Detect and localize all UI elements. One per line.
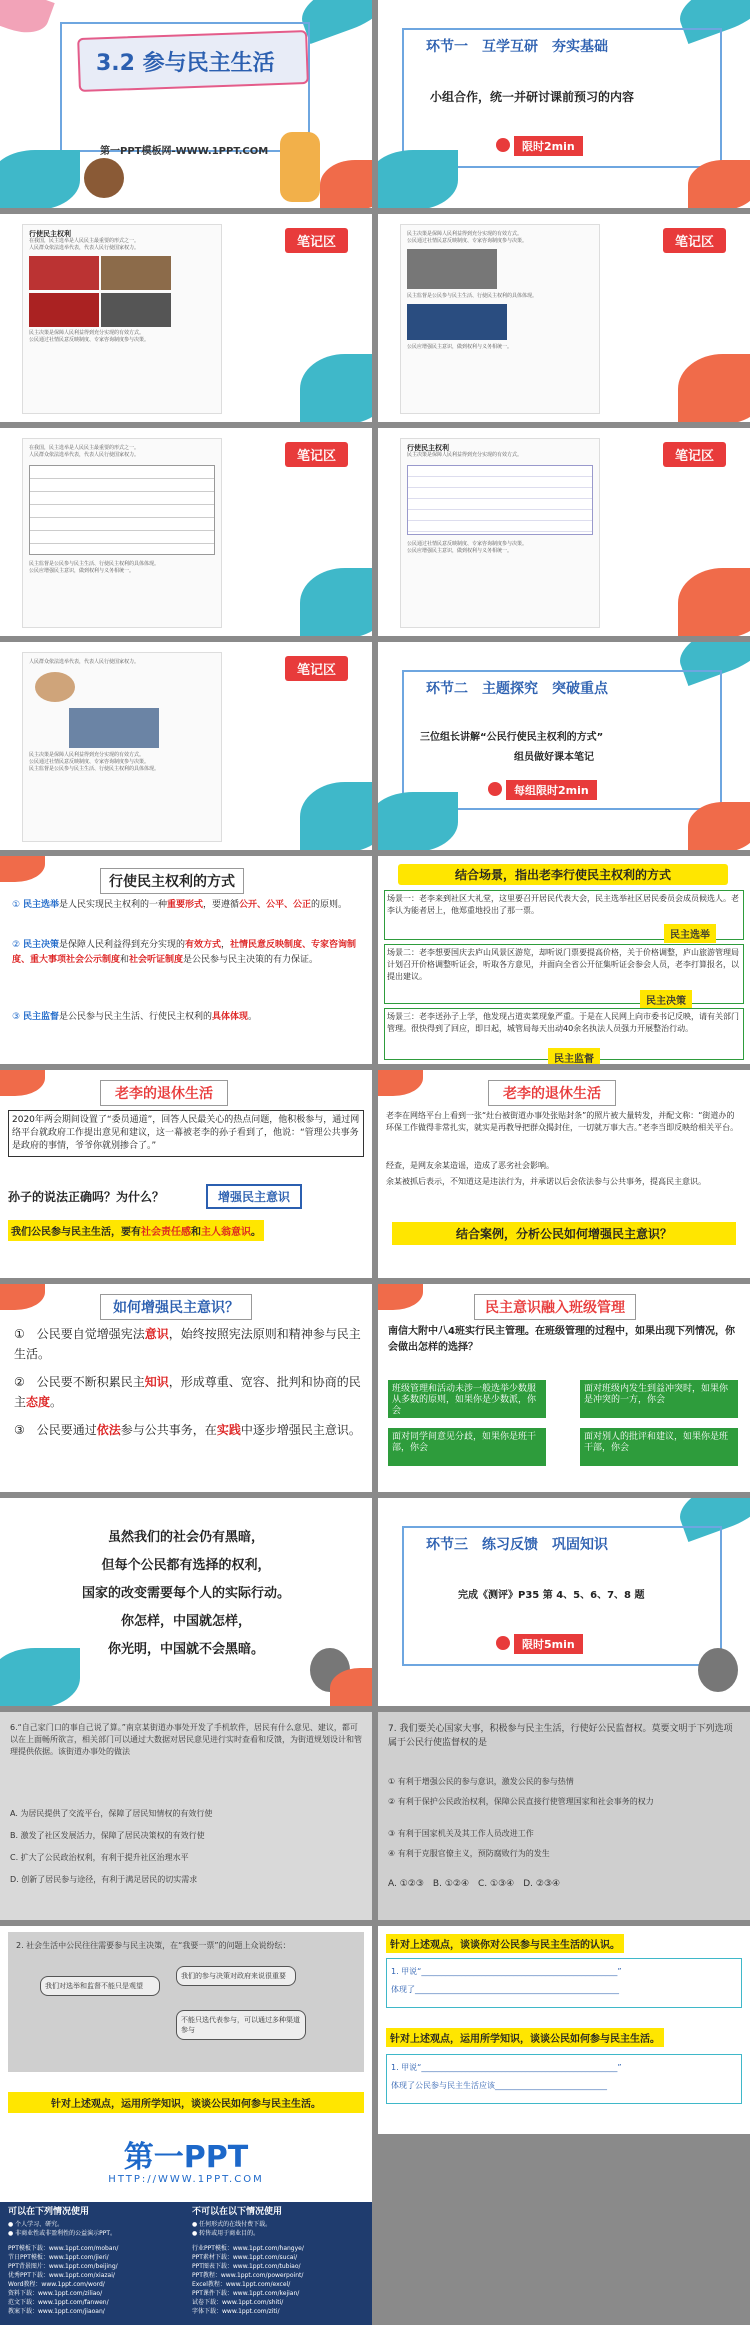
photo [29, 256, 99, 290]
statement-4: ④ 有利于克服官僚主义，预防腐败行为的发生 [388, 1849, 550, 1858]
text: 是公民参与民主决策的有力保证。 [183, 955, 319, 965]
slide-title: 如何增强民主意识？ [100, 1294, 252, 1320]
text: 公民要不断积累民主 [36, 1375, 145, 1389]
quote-line-5: 你光明，中国就不会黑暗。 [107, 1642, 264, 1657]
choice-box-1[interactable]: 班级管理和活动未涉一般选举少数服从多数的原则，如果你是少数派，你会 [388, 1380, 546, 1418]
task-title: 针对上述观点，谈谈你对公民参与民主生活的认识。 [386, 1934, 624, 1953]
slide-retirement-2[interactable] [378, 1070, 750, 1278]
answer-box: 增强民主意识 [206, 1184, 302, 1209]
leaf-decoration [300, 354, 372, 422]
point-2 [12, 938, 362, 968]
number-2: ② [14, 1375, 37, 1389]
number-3: ③ [14, 1423, 37, 1437]
slide-answer-sheet[interactable] [378, 1926, 750, 2134]
can-title: 可以在下列情况使用 [8, 2207, 90, 2217]
page-line: 在我国，民主选举是人民民主最重要的形式之一。 [29, 238, 140, 244]
link[interactable]: PPT素材下载：www.1ppt.com/sucai/ [192, 2254, 298, 2261]
textbook-page [400, 224, 600, 414]
logo: 第一PPT [123, 2140, 249, 2175]
slide-stage1[interactable] [378, 0, 750, 208]
slide-rights-methods[interactable] [0, 856, 372, 1064]
can-item: ● 非商业性或非盈利性的公益演示PPT。 [8, 2230, 117, 2237]
slide-title: 老李的退休生活 [488, 1080, 616, 1106]
key: 重要形式 [166, 900, 203, 910]
item-1 [14, 1324, 362, 1364]
quote-line-4: 你怎样，中国就怎样， [120, 1614, 251, 1629]
link[interactable]: 范文下载：www.1ppt.com/fanwen/ [8, 2299, 109, 2306]
text: 是公民参与民主生活、行使民主权利的 [58, 1012, 212, 1022]
quote-line-3: 国家的改变需要每个人的实际行动。 [81, 1586, 290, 1601]
case-text-2: 经查，是网友余某造谣，造成了恶劣社会影响。 [386, 1161, 554, 1170]
photo [407, 249, 497, 289]
slide-notes-5[interactable] [0, 642, 372, 850]
task-title: 针对上述观点，运用所学知识，谈谈公民如何参与民主生活。 [386, 2028, 664, 2047]
table-block [407, 465, 593, 535]
page-line: 公民应增强民主意识，做到权利与义务相统一。 [407, 344, 513, 350]
text: ，要遵循 [203, 900, 240, 910]
leaf-decoration [378, 1070, 423, 1096]
link[interactable]: 资料下载：www.1ppt.com/ziliao/ [8, 2290, 103, 2297]
key: 依法 [96, 1423, 121, 1437]
section-heading: 环节三 练习反馈 巩固知识 [426, 1537, 608, 1553]
photo [101, 293, 171, 327]
link-list-right [192, 2244, 304, 2316]
leaf-decoration [678, 354, 750, 422]
textbook-page [400, 438, 600, 628]
leaf-decoration [0, 1070, 45, 1096]
slide-notes-2[interactable] [378, 214, 750, 422]
item-3 [14, 1420, 362, 1440]
slide-title[interactable] [0, 0, 372, 208]
answer-line: 体现了___________________________________________________ [391, 1985, 619, 1994]
number-2: ② [12, 940, 21, 950]
answer-line: 1. 甲说“_________________________________________________” [391, 1967, 622, 1976]
key: 知识 [144, 1375, 169, 1389]
slide-stage3[interactable] [378, 1498, 750, 1706]
photo-panel [8, 1932, 364, 2072]
term: 民主选举 [22, 900, 59, 910]
section-heading: 环节二 主题探究 突破重点 [426, 681, 608, 697]
page-line: 民主监督是公民参与民主生活、行使民主权利的具体体现。 [29, 766, 160, 772]
slide-quote[interactable] [0, 1498, 372, 1706]
link[interactable]: 行业PPT模板：www.1ppt.com/hangye/ [192, 2245, 304, 2252]
link[interactable]: PPT课件下载：www.1ppt.com/kejian/ [192, 2290, 300, 2297]
text: ，始终按照宪法原则和精神参与民主生活。 [14, 1327, 361, 1361]
point-3 [12, 1010, 362, 1025]
quote-line-2: 但每个公民都有选择的权利， [101, 1558, 271, 1573]
page-line: 在我国，民主选举是人民民主最重要的形式之一。 [29, 445, 140, 451]
key: 有效方式 [184, 940, 221, 950]
key: 态度 [26, 1395, 51, 1409]
page-line: 民主决策是保障人民利益得到充分实现的有效方式。 [29, 330, 145, 336]
item-2 [14, 1372, 362, 1412]
giraffe-illustration [280, 132, 320, 202]
slide-class-management[interactable] [378, 1284, 750, 1492]
page-line: 人民群众依法选举代表，代表人民行使国家权力。 [29, 659, 140, 665]
cannot-item: ● 任何形式的在线付费下载。 [192, 2221, 272, 2228]
term: 民主监督 [22, 1012, 59, 1022]
prompt-banner: 针对上述观点，运用所学知识，谈谈公民如何参与民主生活。 [8, 2092, 364, 2113]
slide-notes-4[interactable] [378, 428, 750, 636]
text: 参与公共事务，在 [120, 1423, 217, 1437]
page-line: 公民通过社情民意反映制度、专家咨询制度参与决策。 [29, 759, 150, 765]
question-text: 6.“自己家门口的事自己说了算。”南京某街道办事处开发了手机软件，居民有什么意见、建议，都可以在上面畅所欲言，相关部门可以通过大数据对居民意见进行实时查看和反馈，为街道规划设计和管理提供依据。该街道办事处的做法 [10, 1723, 362, 1756]
timer-icon [496, 1636, 510, 1650]
text: 公民要通过 [36, 1423, 97, 1437]
photo [35, 672, 75, 702]
question: 孙子的说法正确吗？为什么？ [8, 1190, 165, 1204]
text: ， [221, 940, 231, 950]
option-b[interactable]: B. 激发了社区发展活力，保障了居民决策权的有效行使 [10, 1831, 205, 1840]
page-line: 人民群众依法选举代表，代表人民行使国家权力。 [29, 245, 140, 251]
leaf-decoration [0, 0, 55, 41]
page-line: 人民群众依法选举代表，代表人民行使国家权力。 [29, 452, 140, 458]
leaf-decoration [378, 150, 458, 208]
link[interactable]: 节日PPT模板：www.1ppt.com/jieri/ [8, 2254, 109, 2261]
note-area-label: 笔记区 [285, 228, 348, 253]
prompt-banner: 结合案例，分析公民如何增强民主意识？ [392, 1222, 736, 1245]
link[interactable]: PPT教程：www.1ppt.com/powerpoint/ [192, 2272, 304, 2279]
leaf-decoration [688, 802, 750, 850]
speech-bubble: 我们对选举和监督不能只是观望 [40, 1976, 160, 1996]
choice-box-3[interactable]: 面对同学间意见分歧，如果你是班干部，你会 [388, 1428, 546, 1466]
question: 南信大附中八4班实行民主管理。在班级管理的过程中，如果出现下列情况，你会做出怎样的选择？ [388, 1326, 735, 1353]
leaf-decoration [678, 568, 750, 636]
page-heading: 行使民主权利 [407, 444, 449, 452]
speech-bubble: 不能只选代表参与，可以通过多种渠道参与 [176, 2010, 306, 2040]
leaf-decoration [0, 150, 80, 208]
page-line: 公民应增强民主意识，做到权利与义务相统一。 [29, 568, 135, 574]
slide-title: 民主意识融入班级管理 [474, 1294, 636, 1320]
text: ，形成尊重、宽容、批判和协商的民主 [14, 1375, 361, 1409]
link[interactable]: PPT模板下载：www.1ppt.com/moban/ [8, 2245, 119, 2252]
timer-badge: 限时5min [514, 1634, 583, 1654]
slide-title: 行使民主权利的方式 [100, 868, 244, 894]
text: 和 [191, 1227, 201, 1238]
answer-field[interactable] [386, 1958, 742, 2008]
answer-tag: 民主选举 [664, 924, 716, 943]
site-caption: 第一PPT模板网-WWW.1PPT.COM [100, 146, 269, 157]
photo [407, 304, 507, 340]
speech-bubble: 我们的参与决策对政府来说很重要 [176, 1966, 296, 1986]
slide-scenarios[interactable] [378, 856, 750, 1064]
photo [101, 256, 171, 290]
textbook-page [22, 652, 222, 842]
photo [69, 708, 159, 748]
answer-field[interactable] [386, 2054, 742, 2104]
usage-panel [0, 2202, 372, 2325]
page-heading: 行使民主权利 [29, 230, 71, 238]
link[interactable]: 字体下载：www.1ppt.com/ziti/ [192, 2308, 280, 2315]
site-url[interactable]: HTTP://WWW.1PPT.COM [108, 2174, 264, 2185]
text: 中逐步增强民主意识。 [240, 1423, 361, 1437]
note-area-label: 笔记区 [285, 442, 348, 467]
scenario-text: 场景二：老李想要国庆去庐山风景区游览，却听说门票要提高价格，关于价格调整，庐山旅游管理局计划召开价格调整听证会，听取各方意见，并面向全省公开征集听证会参会人员，老李打算报名，以提出建议。 [387, 948, 739, 981]
key: 社会听证制度 [129, 955, 184, 965]
can-item: ● 个人学习、研究。 [8, 2221, 64, 2228]
case-text-3: 余某被抓后表示，不知道这是违法行为，并承诺以后会依法参与公共事务，提高民主意识。 [386, 1177, 706, 1186]
slide-opinions[interactable] [0, 1926, 372, 2134]
choice-box-2[interactable]: 面对班级内发生到益冲突时，如果你是冲突的一方，你会 [580, 1380, 738, 1418]
link[interactable]: 教案下载：www.1ppt.com/jiaoan/ [8, 2308, 105, 2315]
cannot-title: 不可以在以下情况使用 [192, 2207, 283, 2217]
question-text: 7. 我们要关心国家大事，积极参与民主生活，行使好公民监督权。莫要文明于下列选项属于公民行使监督权的是 [388, 1724, 733, 1748]
term: 民主决策 [22, 940, 59, 950]
slide-notes-1[interactable] [0, 214, 372, 422]
answer-line: 体现了公民参与民主生活应该____________________________ [391, 2081, 607, 2090]
key: 意识 [144, 1327, 169, 1341]
link[interactable]: PPT背景图片：www.1ppt.com/beijing/ [8, 2263, 118, 2270]
case-text: 老李在网络平台上看到一张“灶台被街道办事处张贴封条”的照片被大量转发，并配文称：“街道办的环保工作做得非常扎实，就实是再教导把群众揭封住，一切就万事大吉。”老李当即反映给相关平台。 [386, 1111, 739, 1132]
textbook-page [22, 224, 222, 414]
option-c[interactable]: C. 扩大了公民政治权利，有利于提升社区治理水平 [10, 1853, 189, 1862]
text: 公民要自觉增强宪法 [36, 1327, 145, 1341]
link-list-left [8, 2244, 118, 2316]
option-d[interactable]: D. 创新了居民参与途径，有利于满足居民的切实需求 [10, 1875, 198, 1884]
conclusion [8, 1220, 264, 1241]
leaf-decoration [300, 782, 372, 850]
leaf-decoration [378, 1284, 423, 1310]
option-a[interactable]: A. 为居民提供了交流平台，保障了居民知情权的有效行使 [10, 1809, 213, 1818]
leaf-decoration [0, 1648, 80, 1706]
slide-title: 结合场景，指出老李行使民主权利的方式 [398, 864, 728, 885]
raccoon-illustration [698, 1648, 738, 1692]
answer-options[interactable]: A. ①②③ B. ①②④ C. ①③④ D. ②③④ [388, 1879, 561, 1889]
timer-badge: 每组限时2min [506, 780, 597, 800]
key: 主人翁意识 [201, 1227, 251, 1238]
leaf-decoration [378, 792, 458, 850]
slide-strengthen[interactable] [0, 1284, 372, 1492]
number-1: ① [12, 900, 21, 910]
question-text: 2. 社会生活中公民往往需要参与民主决策，在“我要一票”的问题上众说纷纭： [16, 1941, 291, 1950]
text: 是保障人民利益得到充分实现的 [58, 940, 185, 950]
note-area-label: 笔记区 [663, 228, 726, 253]
quote-line-1: 虽然我们的社会仍有黑暗， [107, 1530, 264, 1545]
scenario-text: 场景三：老李送孙子上学，他发现占道卖菜现象严重。于是在人民网上向市委书记反映，请有关部门管理。很快得到了回应，即日起，城管局每天出动40余名执法人员强力开展整治行动。 [387, 1012, 739, 1033]
cannot-item: ● 转售或用于商业目的。 [192, 2230, 260, 2237]
leaf-decoration [0, 856, 45, 882]
page-line: 公民通过社情民意反映制度、专家咨询制度参与决策。 [29, 337, 150, 343]
slide-retirement-1[interactable] [0, 1070, 372, 1278]
page-line: 公民应增强民主意识，做到权利与义务相统一。 [407, 548, 513, 554]
leaf-decoration [320, 160, 372, 208]
key: 社会责任感 [141, 1227, 191, 1238]
text: 。 [50, 1395, 63, 1409]
slide-notes-3[interactable] [0, 428, 372, 636]
page-line: 民主决策是保障人民利益得到充分实现的有效方式。 [407, 452, 523, 458]
link[interactable]: Word教程：www.1ppt.com/word/ [8, 2281, 105, 2288]
slide-exercise-6[interactable] [0, 1712, 372, 1920]
photo [29, 293, 99, 327]
text: 。 [251, 1227, 261, 1238]
key: 具体体现 [211, 1012, 248, 1022]
key: 公开、公平、公正 [239, 900, 312, 910]
point-1 [12, 898, 362, 913]
leaf-decoration [688, 160, 750, 208]
case-text: 2020年两会期间设置了“委员通道”，回答人民最关心的热点问题，他积极参与，通过网络平台就政府工作提出意见和建议，这一幕被老李的孙子看到了，他说：“管理公共事务是政府的事情，爷爷你就别掺合了。” [8, 1110, 364, 1157]
page-line: 公民通过社情民意反映制度、专家咨询制度参与决策。 [407, 238, 528, 244]
number-3: ③ [12, 1012, 21, 1022]
section-subtitle: 三位组长讲解“公民行使民主权利的方式” [420, 732, 604, 743]
statement-1: ① 有利于增强公民的参与意识，激发公民的参与热情 [388, 1777, 574, 1786]
answer-line: 1. 甲说“_________________________________________________” [391, 2063, 622, 2072]
page-line: 民主监督是公民参与民主生活、行使民主权利的具体体现。 [407, 293, 538, 299]
text: 的原则。 [311, 900, 348, 910]
link[interactable]: 优秀PPT下载：www.1ppt.com/xiazai/ [8, 2272, 115, 2279]
slide-exercise-7[interactable] [378, 1712, 750, 1920]
page-line: 民主决策是保障人民利益得到充分实现的有效方式。 [29, 752, 145, 758]
key: 实践 [216, 1423, 241, 1437]
table-block [29, 465, 215, 555]
statement-3: ③ 有利于国家机关及其工作人员改进工作 [388, 1829, 534, 1838]
page-line: 民主监督是公民参与民主生活、行使民主权利的具体体现。 [29, 561, 160, 567]
key: 社情民意反映制度、专家咨询制度、重大事项社会公示制度 [12, 940, 357, 965]
text: 是人民实现民主权利的一种 [58, 900, 167, 910]
timer-badge: 限时2min [514, 136, 583, 156]
link[interactable]: 试卷下载：www.1ppt.com/shiti/ [192, 2299, 284, 2306]
link[interactable]: PPT图表下载：www.1ppt.com/tubiao/ [192, 2263, 301, 2270]
answer-tag: 民主监督 [548, 1048, 600, 1064]
section-subtitle: 小组合作，统一并研讨课前预习的内容 [430, 90, 635, 104]
section-subtitle: 完成《测评》P35 第 4、5、6、7、8 题 [458, 1590, 645, 1601]
leaf-decoration [0, 1284, 45, 1310]
slide-stage2[interactable] [378, 642, 750, 850]
choice-box-4[interactable]: 面对别人的批评和建议，如果你是班干部，你会 [580, 1428, 738, 1466]
section-subtitle-2: 组员做好课本笔记 [514, 752, 594, 763]
slide-copyright[interactable] [0, 2116, 372, 2325]
timer-icon [496, 138, 510, 152]
text: 。 [248, 1012, 258, 1022]
page-title: 3.2 参与民主生活 [96, 51, 275, 76]
number-1: ① [14, 1327, 37, 1341]
bear-illustration [84, 158, 124, 198]
statement-2: ② 有利于保护公民政治权利，保障公民直接行使管理国家和社会事务的权力 [388, 1797, 654, 1806]
page-line: 民主决策是保障人民利益得到充分实现的有效方式。 [407, 231, 523, 237]
note-area-label: 笔记区 [285, 656, 348, 681]
slide-title: 老李的退休生活 [100, 1080, 228, 1106]
section-heading: 环节一 互学互研 夯实基础 [426, 39, 608, 55]
link[interactable]: Excel教程：www.1ppt.com/excel/ [192, 2281, 291, 2288]
note-area-label: 笔记区 [663, 442, 726, 467]
textbook-page [22, 438, 222, 628]
timer-icon [488, 782, 502, 796]
text: 和 [120, 955, 130, 965]
answer-tag: 民主决策 [640, 990, 692, 1009]
text: 我们公民参与民主生活，要有 [11, 1227, 141, 1238]
scenario-text: 场景一：老李来到社区大礼堂，这里要召开居民代表大会，民主选举社区居民委员会成员候选人。老李认为能者居上，他郑重地投出了那一票。 [387, 894, 739, 915]
page-line: 公民通过社情民意反映制度、专家咨询制度参与决策。 [407, 541, 528, 547]
leaf-decoration [300, 568, 372, 636]
